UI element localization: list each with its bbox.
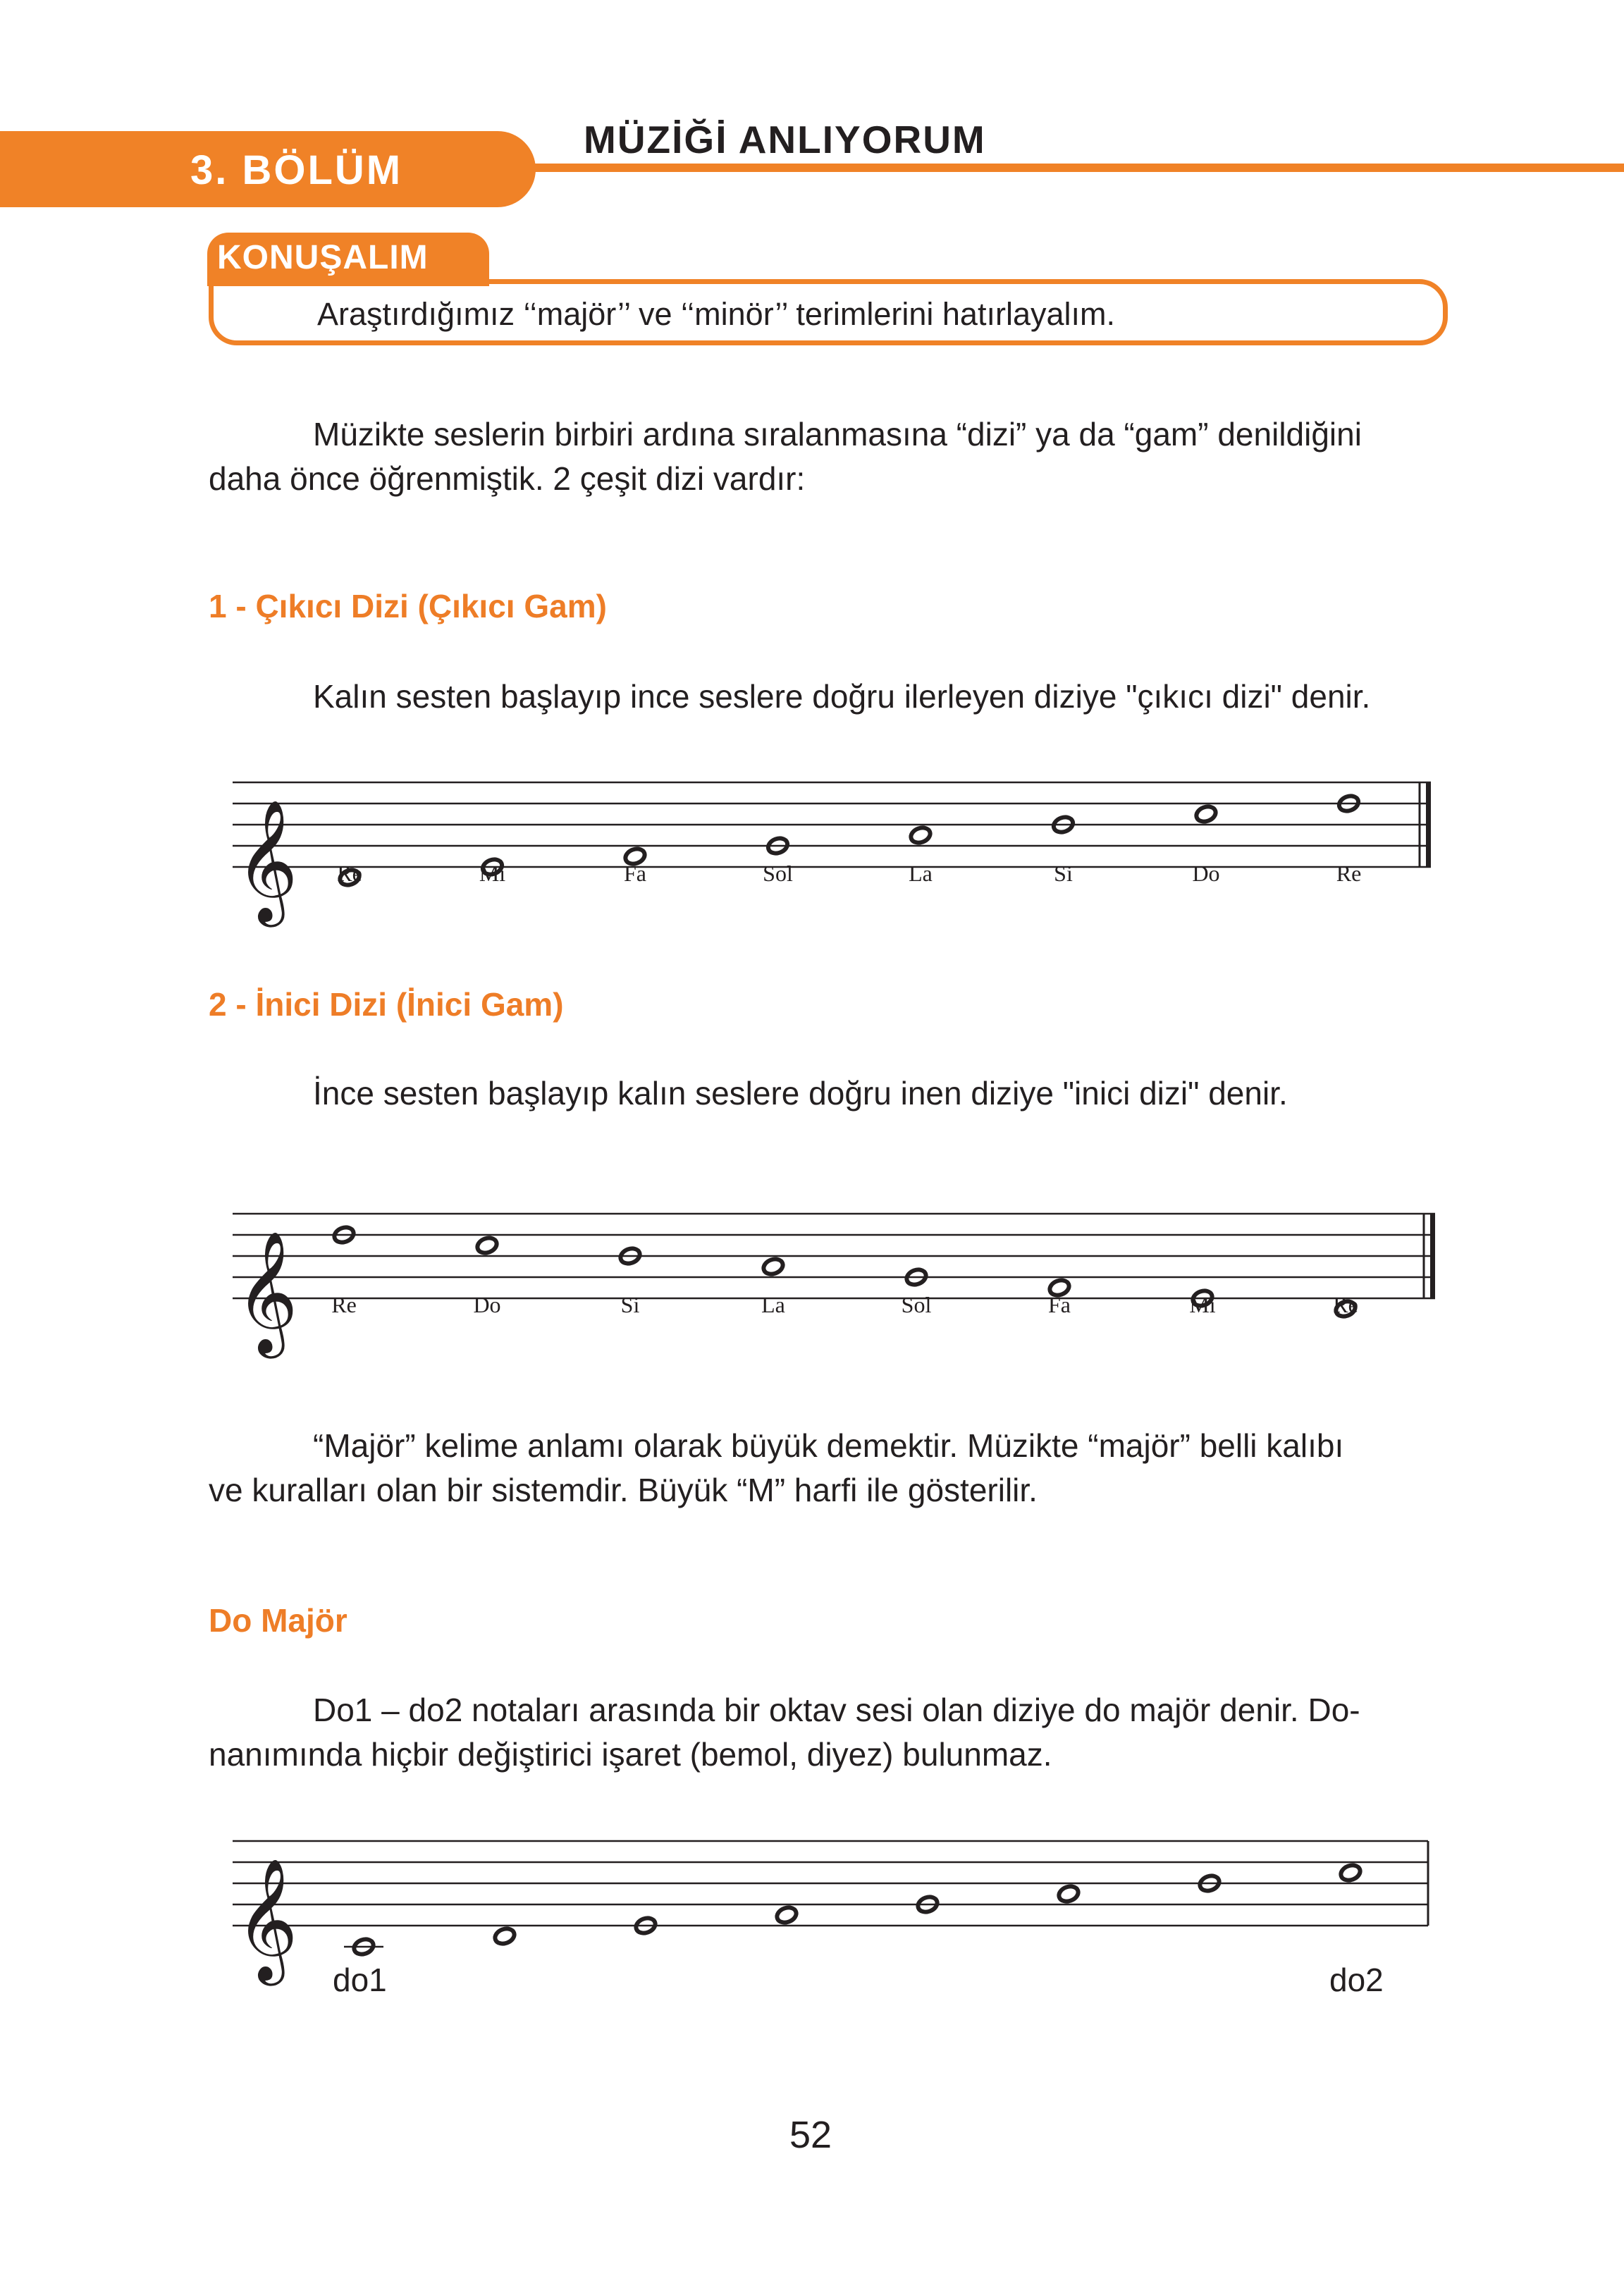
note-label: Si [620, 1292, 640, 1317]
note-label: Si [1054, 861, 1073, 886]
note-label: Fa [624, 861, 646, 886]
note-label: Re [337, 861, 362, 886]
note-label: Do [473, 1292, 501, 1317]
note-label: La [761, 1292, 785, 1317]
note-label: Do [1192, 861, 1220, 886]
scale-end-label: do2 [1329, 1962, 1384, 1998]
chapter-label: 3. BÖLÜM [190, 147, 403, 193]
note-label: Re [331, 1292, 357, 1317]
treble-clef-icon: 𝄞 [235, 1231, 298, 1353]
note-label: Re [1333, 1292, 1358, 1317]
do-major-line-1: Do1 – do2 notaları arasında bir oktav sesi olan diziye do majör denir. Do- [313, 1692, 1360, 1728]
konusalim-text: Araştırdığımız ‘‘majör’’ ve ‘‘minör’’ terimlerini hatırlayalım. [317, 296, 1115, 332]
section-heading-do-major: Do Majör [209, 1602, 347, 1639]
treble-clef-icon: 𝄞 [235, 799, 298, 922]
descending-description: İnce sesten başlayıp kalın seslere doğru inen diziye "inici dizi" denir. [313, 1075, 1288, 1112]
note-label: Fa [1048, 1292, 1071, 1317]
scale-start-label: do1 [333, 1962, 387, 1998]
intro-line-2: daha önce öğrenmiştik. 2 çeşit dizi vardır: [209, 460, 806, 497]
note-label: Re [1336, 861, 1362, 886]
whole-note [493, 1926, 516, 1946]
note-label: Mi [479, 861, 506, 886]
whole-note [775, 1905, 798, 1925]
note-label: La [909, 861, 933, 886]
whole-note [1339, 1863, 1362, 1883]
section-heading-ascending: 1 - Çıkıcı Dizi (Çıkıcı Gam) [209, 588, 607, 624]
section-heading-descending: 2 - İnici Dizi (İnici Gam) [209, 986, 564, 1023]
note-label: Mi [1189, 1292, 1216, 1317]
konusalim-label: KONUŞALIM [217, 239, 429, 276]
page-number: 52 [789, 2114, 832, 2156]
note-label: Sol [901, 1292, 932, 1317]
intro-line-1: Müzikte seslerin birbiri ardına sıralanmasına “dizi” ya da “gam” denildiğini [313, 416, 1362, 453]
page-title: MÜZİĞİ ANLIYORUM [584, 118, 986, 161]
major-line-1: “Majör” kelime anlamı olarak büyük demektir. Müzikte “majör” belli kalıbı [313, 1427, 1344, 1464]
note-label: Sol [763, 861, 793, 886]
ascending-description: Kalın sesten başlayıp ince seslere doğru ilerleyen diziye "çıkıcı dizi" denir. [313, 678, 1371, 715]
treble-clef-icon: 𝄞 [235, 1858, 298, 1981]
do-major-line-2: nanımında hiçbir değiştirici işaret (bemol, diyez) bulunmaz. [209, 1736, 1052, 1773]
major-line-2: ve kuralları olan bir sistemdir. Büyük “M” harfi ile gösterilir. [209, 1472, 1038, 1508]
whole-note [1057, 1884, 1080, 1904]
